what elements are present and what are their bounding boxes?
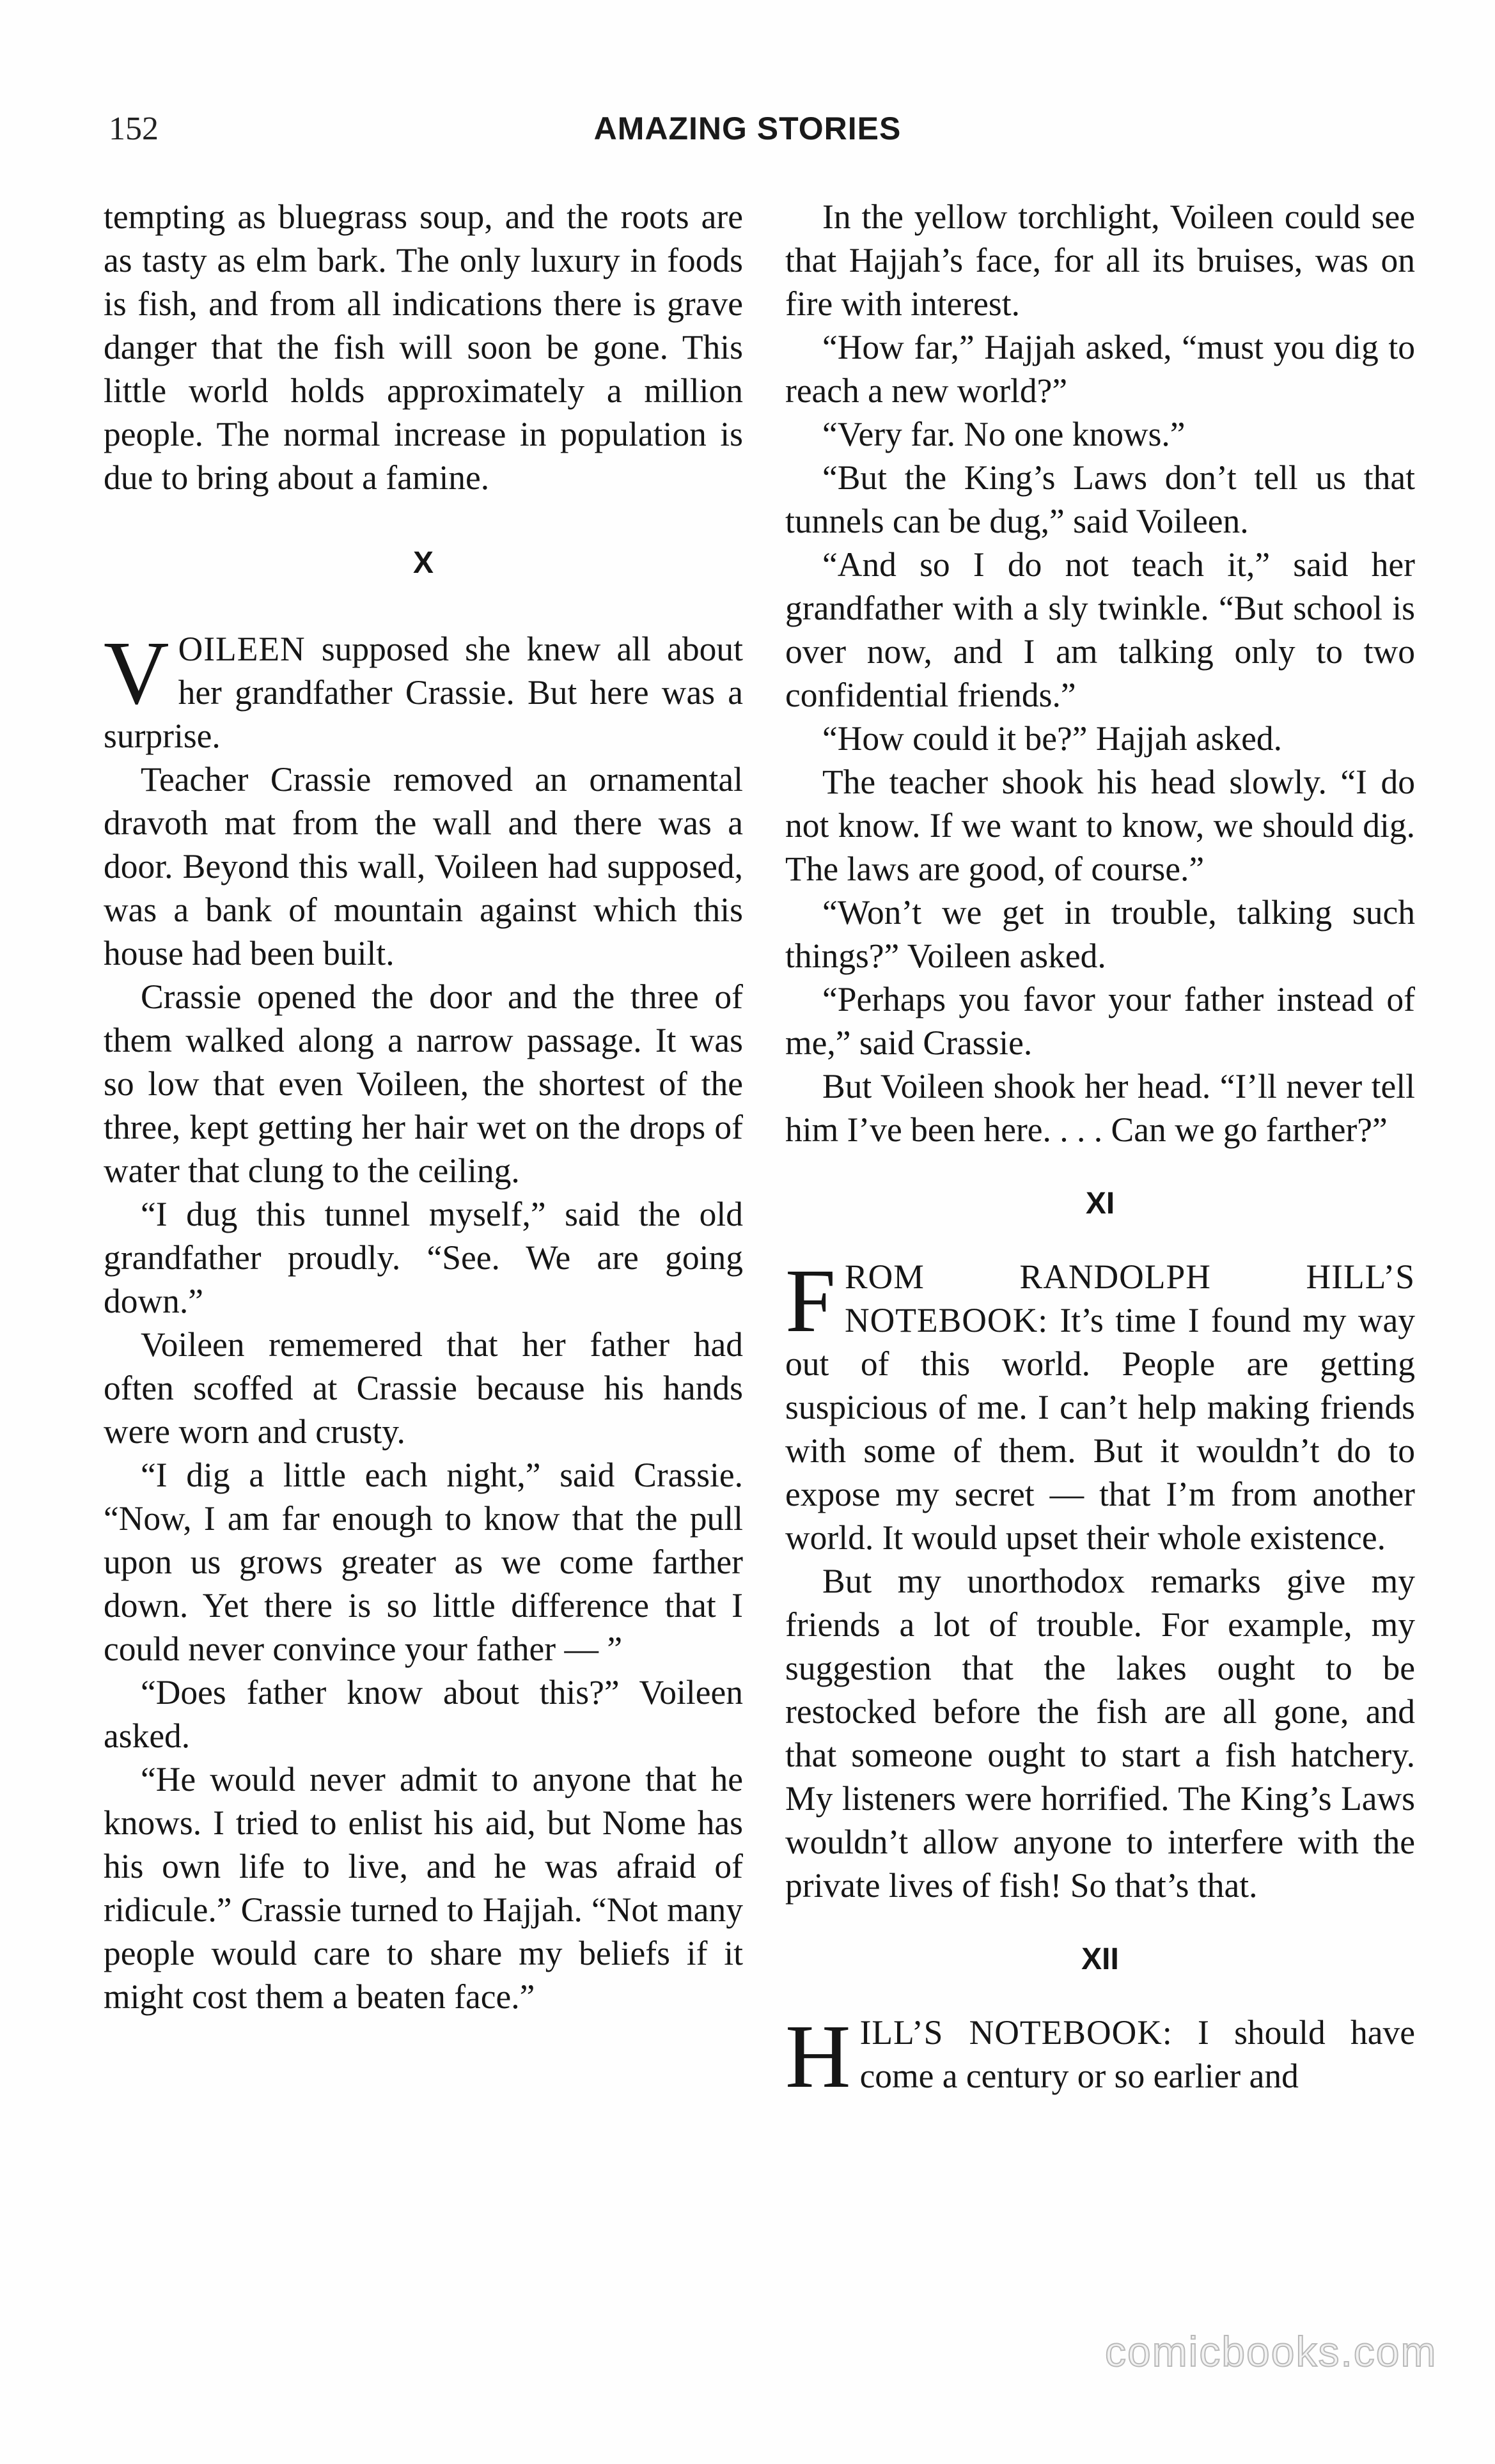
drop-cap: F — [785, 1250, 836, 1351]
left-column — [104, 195, 743, 2018]
lead-in: OILEEN — [178, 630, 306, 668]
paragraph: “How could it be?” Hajjah asked. — [822, 719, 1283, 758]
paragraph: “I dug this tunnel myself,” said the old grandfather proudly. “See. We are going down.” — [104, 1195, 743, 1320]
section-heading-xii: XII — [1081, 1942, 1119, 1976]
paragraph: Teacher Crassie removed an ornamental dravoth mat from the wall and there was a door. Beyond this wall, Voileen had supposed, was a bank of mountain against which this house had been built. — [104, 760, 743, 972]
right-column — [785, 195, 1415, 2107]
running-title: AMAZING STORIES — [593, 111, 902, 146]
paragraph: “Does father know about this?” Voileen asked. — [104, 1673, 743, 1755]
drop-cap: H — [785, 2006, 851, 2107]
paragraph: But my unorthodox remarks give my friends a lot of trouble. For example, my suggestion that the lakes ought to be restocked before the fish are all gone, and that someone ought to start a fish hatchery. My listeners were horrified. The King’s Laws wouldn’t allow anyone to interfere with the private lives of fish! So that’s that. — [785, 1562, 1415, 1905]
paragraph: “He would never admit to anyone that he knows. I tried to enlist his aid, but Nome has his own life to live, and he was afraid of ridicule.” Crassie turned to Hajjah. “Not many people would care to share my beliefs if it might cost them a beaten face.” — [104, 1760, 743, 2016]
paragraph: In the yellow torchlight, Voileen could see that Hajjah’s face, for all its bruises, was on fire with interest. — [785, 198, 1415, 323]
paragraph: Voileen rememered that her father had often scoffed at Crassie because his hands were worn and crusty. — [104, 1325, 743, 1451]
paragraph-text: It’s time I found my way out of this world. People are getting suspicious of me. I can’t help making friends with some of them. But it wouldn’t do to expose my secret — that I’m from another world. It would upset their whole existence. — [785, 1301, 1415, 1557]
page-number: 152 — [109, 111, 159, 147]
paragraph-with-dropcap — [785, 1250, 1415, 1559]
watermark: comicbooks.com — [1105, 2328, 1437, 2375]
paragraph: “Perhaps you favor your father instead of me,” said Crassie. — [785, 980, 1415, 1062]
section-heading-xi: XI — [1085, 1187, 1115, 1220]
drop-cap: V — [104, 622, 169, 723]
paragraph: “But the King’s Laws don’t tell us that tunnels can be dug,” said Voileen. — [785, 458, 1415, 540]
paragraph: “Very far. No one knows.” — [822, 415, 1186, 453]
paragraph: “Won’t we get in trouble, talking such things?” Voileen asked. — [785, 893, 1415, 975]
paragraph-with-dropcap — [104, 622, 743, 758]
lead-in: ROM RANDOLPH HILL’S NOTEBOOK: — [844, 1258, 1415, 1339]
paragraph: The teacher shook his head slowly. “I do not know. If we want to know, we should dig. The laws are good, of course.” — [785, 763, 1415, 888]
paragraph: But Voileen shook her head. “I’ll never tell him I’ve been here. . . . Can we go farther?” — [785, 1067, 1415, 1149]
paragraph-with-dropcap — [785, 2006, 1415, 2107]
paragraph-text: supposed she knew all about her grandfather Crassie. But here was a surprise. — [104, 630, 743, 755]
lead-in: ILL’S NOTEBOOK: — [859, 2013, 1173, 2052]
section-heading-x: X — [412, 546, 434, 580]
paragraph: Crassie opened the door and the three of them walked along a narrow passage. It was so low that even Voileen, the shortest of the three, kept getting her hair wet on the drops of water that clung to the ceiling. — [104, 978, 743, 1190]
paragraph: “I dig a little each night,” said Crassie. “Now, I am far enough to know that the pull upon us grows greater as we come farther down. Yet there is so little difference that I could never convince your father — ” — [104, 1456, 743, 1668]
paragraph: tempting as bluegrass soup, and the roots are as tasty as elm bark. The only luxury in foods is fish, and from all indications there is grave danger that the fish will soon be gone. This little world holds approximately a million people. The normal increase in population is due to bring about a famine. — [104, 198, 743, 497]
paragraph: “How far,” Hajjah asked, “must you dig to reach a new world?” — [785, 328, 1415, 410]
paragraph-text: I should have come a century or so earlier and — [859, 2013, 1415, 2095]
paragraph: “And so I do not teach it,” said her grandfather with a sly twinkle. “But school is over now, and I am talking only to two confidential friends.” — [785, 545, 1415, 714]
